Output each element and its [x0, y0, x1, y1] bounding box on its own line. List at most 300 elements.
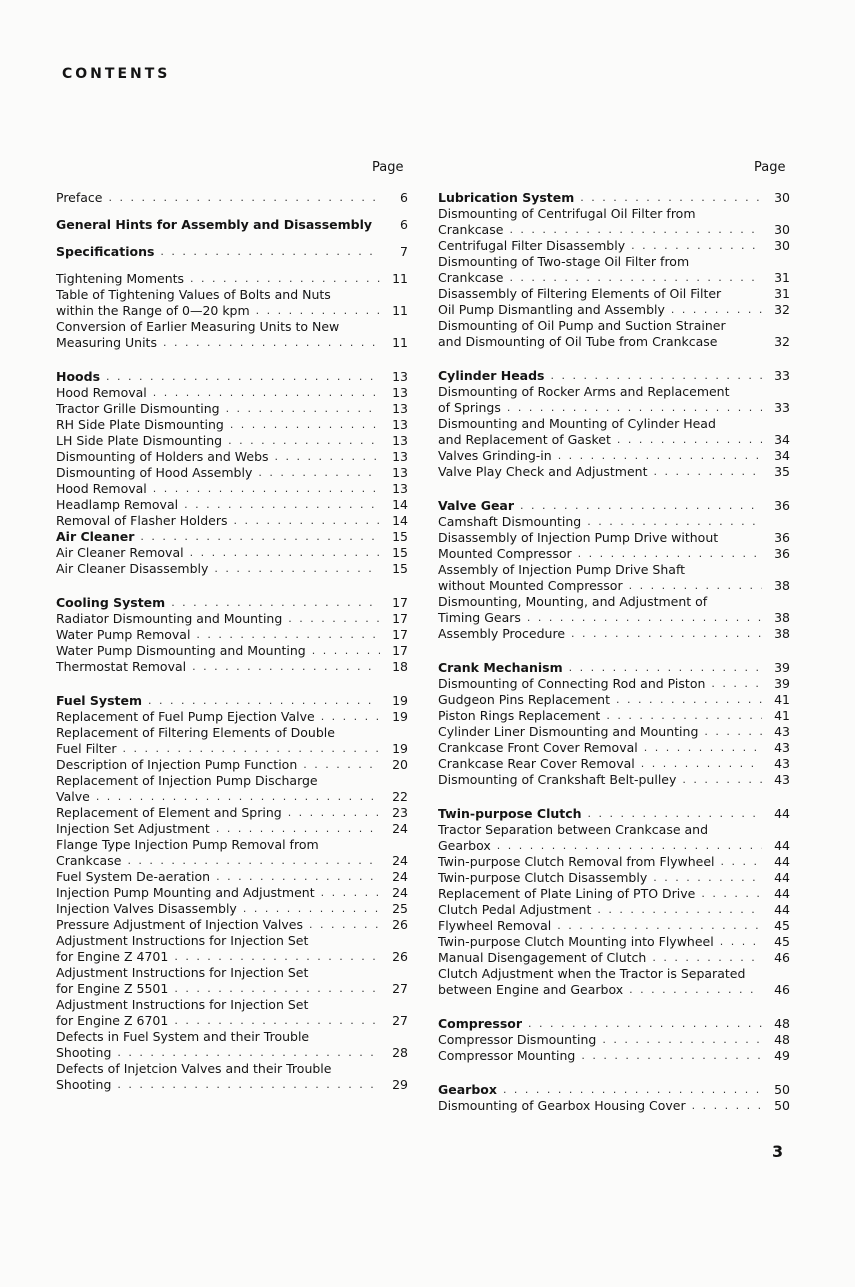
toc-entry — [438, 318, 790, 334]
toc-entry — [438, 982, 790, 998]
toc-entry — [438, 254, 790, 270]
toc-entry-title: Gearbox — [438, 1082, 497, 1097]
toc-entry-page: 49 — [774, 1048, 790, 1063]
toc-entry — [56, 1013, 408, 1029]
toc-entry-page: 39 — [774, 660, 790, 675]
toc-entry-title: Compressor — [438, 1016, 523, 1031]
toc-entry-title: Hoods — [56, 369, 101, 384]
toc-entry-page: 38 — [774, 578, 790, 593]
toc-entry — [438, 1032, 790, 1048]
toc-entry-title: Air Cleaner Removal — [56, 545, 184, 560]
toc-entry-title: Dismounting of Gearbox Housing Cover — [438, 1098, 686, 1113]
toc-entry — [56, 853, 408, 869]
toc-entry-title: Radiator Dismounting and Mounting — [56, 611, 283, 626]
toc-entry — [56, 643, 408, 659]
toc-entry-title: Defects in Fuel System and their Trouble — [56, 1029, 310, 1044]
toc-entry-page: 44 — [774, 806, 790, 821]
dot-leader — [234, 513, 380, 529]
toc-entry — [56, 545, 408, 561]
toc-entry — [438, 626, 790, 642]
toc-entry-page: 48 — [774, 1016, 790, 1031]
dot-leader — [312, 643, 380, 659]
toc-entry-title: Injection Pump Mounting and Adjustment — [56, 885, 315, 900]
toc-entry — [56, 869, 408, 885]
toc-entry-page: 48 — [774, 1032, 790, 1047]
toc-entry — [56, 725, 408, 741]
toc-entry — [56, 627, 408, 643]
toc-entry-title: and Replacement of Gasket — [438, 432, 611, 447]
dot-leader — [581, 1048, 762, 1064]
toc-entry-page: 13 — [392, 481, 408, 496]
toc-entry — [56, 513, 408, 529]
toc-entry — [438, 400, 790, 416]
toc-entry — [438, 416, 790, 432]
toc-entry-page: 27 — [392, 1013, 408, 1028]
toc-entry-page: 44 — [774, 886, 790, 901]
toc-entry-page: 24 — [392, 869, 408, 884]
toc-entry-title: Tightening Moments — [56, 271, 185, 286]
toc-entry-title: Dismounting of Hood Assembly — [56, 465, 253, 480]
toc-entry — [438, 676, 790, 692]
toc-entry-page: 30 — [774, 238, 790, 253]
toc-entry — [438, 854, 790, 870]
page-column-label-right: Page — [754, 160, 786, 175]
toc-entry — [56, 465, 408, 481]
toc-entry — [438, 334, 790, 350]
dot-leader — [106, 369, 380, 385]
toc-entry-page: 39 — [774, 676, 790, 691]
dot-leader — [597, 902, 762, 918]
dot-leader — [196, 627, 380, 643]
toc-entry-page: 32 — [774, 334, 790, 349]
toc-entry — [56, 885, 408, 901]
toc-entry-page: 41 — [774, 692, 790, 707]
toc-entry-page: 41 — [774, 708, 790, 723]
dot-leader — [587, 514, 762, 530]
dot-leader — [631, 238, 762, 254]
toc-entry-page: 24 — [392, 885, 408, 900]
dot-leader — [671, 302, 762, 318]
toc-entry-page: 15 — [392, 545, 408, 560]
toc-entry — [438, 902, 790, 918]
toc-entry-title: Air Cleaner Disassembly — [56, 561, 209, 576]
toc-entry-title: Compressor Dismounting — [438, 1032, 597, 1047]
toc-entry-title: Pressure Adjustment of Injection Valves — [56, 917, 303, 932]
toc-entry-page: 23 — [392, 805, 408, 820]
toc-section-heading — [56, 217, 408, 233]
toc-entry-title: Disassembly of Injection Pump Drive without — [438, 530, 719, 545]
toc-entry-page: 7 — [400, 244, 408, 259]
toc-entry-title: Twin-purpose Clutch Mounting into Flywheel — [438, 934, 714, 949]
toc-entry-page: 6 — [400, 190, 408, 205]
toc-entry-page: 19 — [392, 741, 408, 756]
toc-entry-title: Headlamp Removal — [56, 497, 179, 512]
toc-entry-page: 19 — [392, 693, 408, 708]
toc-entry-page: 14 — [392, 497, 408, 512]
toc-entry-page: 13 — [392, 369, 408, 384]
dot-leader — [216, 821, 380, 837]
toc-entry-title: Clutch Adjustment when the Tractor is Separated — [438, 966, 746, 981]
toc-entry-title: Oil Pump Dismantling and Assembly — [438, 302, 665, 317]
toc-section-heading — [56, 595, 408, 611]
dot-leader — [184, 497, 380, 513]
dot-leader — [275, 449, 380, 465]
toc-entry-title: Defects of Injetcion Valves and their Trouble — [56, 1061, 332, 1076]
toc-section-heading — [56, 529, 408, 545]
dot-leader — [117, 1045, 380, 1061]
dot-leader — [226, 401, 380, 417]
toc-entry-title: Cooling System — [56, 595, 166, 610]
toc-entry — [438, 966, 790, 982]
toc-entry-title: Dismounting of Two-stage Oil Filter from — [438, 254, 690, 269]
toc-section-heading — [438, 368, 790, 384]
toc-entry — [56, 287, 408, 303]
toc-section-heading — [438, 660, 790, 676]
dot-leader — [174, 981, 380, 997]
toc-entry-page: 15 — [392, 529, 408, 544]
toc-entry-page: 33 — [774, 368, 790, 383]
contents-heading: CONTENTS — [62, 66, 171, 82]
toc-entry-title: Preface — [56, 190, 103, 205]
toc-entry-title: within the Range of 0—20 kpm — [56, 303, 250, 318]
toc-entry-title: Flywheel Removal — [438, 918, 552, 933]
dot-leader — [192, 659, 380, 675]
toc-entry — [56, 981, 408, 997]
dot-leader — [588, 806, 762, 822]
toc-entry-title: Crankcase Front Cover Removal — [438, 740, 638, 755]
dot-leader — [174, 1013, 380, 1029]
toc-entry — [438, 514, 790, 530]
toc-entry-page: 50 — [774, 1082, 790, 1097]
dot-leader — [520, 498, 762, 514]
toc-entry-title: Measuring Units — [56, 335, 157, 350]
toc-entry-title: Camshaft Dismounting — [438, 514, 582, 529]
dot-leader — [160, 244, 380, 260]
page-column-label-left: Page — [372, 160, 404, 175]
toc-entry-title: Gearbox — [438, 838, 491, 853]
toc-entry — [438, 724, 790, 740]
dot-leader — [509, 222, 762, 238]
toc-entry-page: 18 — [392, 659, 408, 674]
toc-entry-page: 44 — [774, 902, 790, 917]
toc-entry-page: 45 — [774, 934, 790, 949]
toc-entry-title: for Engine Z 5501 — [56, 981, 169, 996]
toc-entry — [438, 464, 790, 480]
toc-entry-page: 22 — [392, 789, 408, 804]
dot-leader — [303, 757, 380, 773]
dot-leader — [569, 660, 762, 676]
dot-leader — [321, 885, 380, 901]
toc-entry — [56, 741, 408, 757]
dot-leader — [720, 934, 762, 950]
toc-entry — [438, 610, 790, 626]
toc-entry-page: 33 — [774, 400, 790, 415]
toc-entry — [56, 335, 408, 351]
toc-entry-page: 27 — [392, 981, 408, 996]
toc-entry-title: LH Side Plate Dismounting — [56, 433, 223, 448]
dot-leader — [288, 805, 380, 821]
toc-entry-title: Valves Grinding-in — [438, 448, 552, 463]
toc-entry — [438, 238, 790, 254]
dot-leader — [171, 595, 380, 611]
toc-entry-title: between Engine and Gearbox — [438, 982, 624, 997]
toc-entry-title: Fuel Filter — [56, 741, 117, 756]
toc-entry-title: Dismounting of Connecting Rod and Piston — [438, 676, 706, 691]
dot-leader — [682, 772, 762, 788]
dot-leader — [653, 870, 762, 886]
toc-entry-page: 38 — [774, 626, 790, 641]
dot-leader — [551, 368, 763, 384]
toc-entry-page: 36 — [774, 498, 790, 513]
toc-entry — [438, 302, 790, 318]
toc-entry-title: Water Pump Removal — [56, 627, 191, 642]
toc-entry — [56, 837, 408, 853]
toc-entry — [56, 917, 408, 933]
toc-entry-page: 44 — [774, 838, 790, 853]
toc-left-column — [56, 190, 408, 1093]
toc-entry-title: Adjustment Instructions for Injection Set — [56, 933, 309, 948]
toc-entry — [438, 950, 790, 966]
toc-entry-title: Flange Type Injection Pump Removal from — [56, 837, 319, 852]
dot-leader — [117, 1077, 380, 1093]
dot-leader — [692, 1098, 762, 1114]
toc-entry-page: 45 — [774, 918, 790, 933]
toc-entry — [438, 1098, 790, 1114]
dot-leader — [606, 708, 762, 724]
toc-entry-title: Table of Tightening Values of Bolts and Nuts — [56, 287, 331, 302]
toc-entry — [56, 805, 408, 821]
toc-entry-title: Hood Removal — [56, 481, 147, 496]
toc-entry-page: 17 — [392, 595, 408, 610]
dot-leader — [704, 724, 762, 740]
toc-entry — [438, 740, 790, 756]
toc-entry — [56, 659, 408, 675]
dot-leader — [258, 465, 380, 481]
toc-entry-title: Clutch Pedal Adjustment — [438, 902, 592, 917]
toc-entry-page: 13 — [392, 433, 408, 448]
toc-entry-title: Dismounting of Centrifugal Oil Filter from — [438, 206, 696, 221]
toc-entry — [56, 901, 408, 917]
dot-leader — [578, 546, 762, 562]
toc-entry-title: Twin-purpose Clutch Removal from Flywheel — [438, 854, 715, 869]
dot-leader — [321, 709, 380, 725]
dot-leader — [527, 610, 762, 626]
dot-leader — [507, 400, 762, 416]
dot-leader — [190, 545, 380, 561]
toc-entry — [56, 433, 408, 449]
dot-leader — [228, 433, 380, 449]
toc-entry-title: Hood Removal — [56, 385, 147, 400]
toc-entry-page: 36 — [774, 546, 790, 561]
toc-entry-page: 11 — [392, 303, 408, 318]
dot-leader — [174, 949, 380, 965]
toc-entry-title: without Mounted Compressor — [438, 578, 623, 593]
toc-entry — [56, 1061, 408, 1077]
toc-entry — [56, 319, 408, 335]
dot-leader — [711, 676, 762, 692]
toc-entry-page: 31 — [774, 286, 790, 301]
toc-entry-page: 43 — [774, 772, 790, 787]
dot-leader — [644, 740, 762, 756]
toc-entry-title: Dismounting of Holders and Webs — [56, 449, 269, 464]
toc-entry — [438, 286, 790, 302]
toc-entry-title: Dismounting of Rocker Arms and Replacement — [438, 384, 730, 399]
toc-entry — [56, 481, 408, 497]
toc-entry-title: Crankcase Rear Cover Removal — [438, 756, 635, 771]
dot-leader — [163, 335, 380, 351]
toc-entry-title: RH Side Plate Dismounting — [56, 417, 224, 432]
dot-leader — [654, 464, 763, 480]
toc-entry-page: 30 — [774, 190, 790, 205]
dot-leader — [652, 950, 762, 966]
toc-entry-title: Thermostat Removal — [56, 659, 187, 674]
dot-leader — [701, 886, 762, 902]
toc-entry-title: Twin-purpose Clutch Disassembly — [438, 870, 648, 885]
toc-entry — [56, 561, 408, 577]
toc-entry-page: 31 — [774, 270, 790, 285]
toc-entry — [438, 708, 790, 724]
toc-entry-title: Air Cleaner — [56, 529, 135, 544]
toc-entry — [438, 692, 790, 708]
dot-leader — [629, 982, 762, 998]
toc-entry-page: 13 — [392, 465, 408, 480]
toc-entry-title: Manual Disengagement of Clutch — [438, 950, 647, 965]
toc-entry — [56, 401, 408, 417]
toc-entry — [438, 206, 790, 222]
toc-entry — [438, 756, 790, 772]
toc-entry-title: Mounted Compressor — [438, 546, 572, 561]
toc-entry-title: Tractor Separation between Crankcase and — [438, 822, 709, 837]
toc-entry — [56, 303, 408, 319]
dot-leader — [503, 1082, 762, 1098]
toc-entry-title: Tractor Grille Dismounting — [56, 401, 220, 416]
toc-section-heading — [438, 498, 790, 514]
toc-entry-page: 26 — [392, 949, 408, 964]
toc-entry-page: 25 — [392, 901, 408, 916]
toc-entry — [56, 789, 408, 805]
dot-leader — [123, 741, 380, 757]
toc-entry-title: Dismounting and Mounting of Cylinder Head — [438, 416, 716, 431]
toc-entry-page: 30 — [774, 222, 790, 237]
toc-entry — [56, 1077, 408, 1093]
toc-entry-title: Dismounting of Crankshaft Belt-pulley — [438, 772, 677, 787]
toc-entry-title: Twin-purpose Clutch — [438, 806, 582, 821]
toc-entry-page: 11 — [392, 271, 408, 286]
toc-entry — [56, 1029, 408, 1045]
toc-entry-page: 36 — [774, 530, 790, 545]
toc-entry-title: Crankcase — [438, 270, 504, 285]
toc-entry-page: 13 — [392, 385, 408, 400]
toc-entry — [438, 918, 790, 934]
dot-leader — [580, 190, 762, 206]
toc-section-heading — [56, 244, 408, 260]
toc-entry-page: 19 — [392, 709, 408, 724]
toc-entry — [56, 417, 408, 433]
dot-leader — [558, 448, 762, 464]
toc-entry-page: 11 — [392, 335, 408, 350]
toc-entry-page: 28 — [392, 1045, 408, 1060]
toc-entry-title: Compressor Mounting — [438, 1048, 576, 1063]
dot-leader — [153, 481, 380, 497]
toc-entry — [438, 432, 790, 448]
dot-leader — [127, 853, 380, 869]
toc-entry-title: Disassembly of Filtering Elements of Oil Filter — [438, 286, 722, 301]
toc-entry-title: of Springs — [438, 400, 501, 415]
toc-entry — [56, 773, 408, 789]
toc-entry-page: 20 — [392, 757, 408, 772]
dot-leader — [214, 561, 380, 577]
toc-entry-page: 38 — [774, 610, 790, 625]
toc-entry — [438, 384, 790, 400]
toc-entry-page: 13 — [392, 417, 408, 432]
toc-entry-title: Dismounting of Oil Pump and Suction Strainer — [438, 318, 726, 333]
toc-entry-page: 26 — [392, 917, 408, 932]
toc-entry-title: Replacement of Plate Lining of PTO Drive — [438, 886, 696, 901]
dot-leader — [288, 611, 380, 627]
toc-entry — [56, 611, 408, 627]
toc-entry — [56, 709, 408, 725]
toc-entry-title: Crank Mechanism — [438, 660, 563, 675]
toc-entry-page: 13 — [392, 449, 408, 464]
toc-entry-title: Replacement of Filtering Elements of Double — [56, 725, 335, 740]
toc-entry — [438, 772, 790, 788]
toc-entry-title: and Dismounting of Oil Tube from Crankcase — [438, 334, 718, 349]
dot-leader — [140, 529, 380, 545]
toc-entry — [438, 870, 790, 886]
toc-entry — [56, 271, 408, 287]
toc-entry-title: Description of Injection Pump Function — [56, 757, 298, 772]
dot-leader — [256, 303, 380, 319]
toc-entry — [438, 562, 790, 578]
toc-entry — [438, 546, 790, 562]
toc-entry-title: Assembly Procedure — [438, 626, 566, 641]
toc-entry-title: Crankcase — [56, 853, 122, 868]
toc-entry — [56, 1045, 408, 1061]
toc-entry-title: Centrifugal Filter Disassembly — [438, 238, 626, 253]
toc-entry-title: for Engine Z 4701 — [56, 949, 169, 964]
toc-entry-title: Replacement of Injection Pump Discharge — [56, 773, 318, 788]
dot-leader — [153, 385, 380, 401]
toc-entry-title: General Hints for Assembly and Disassembly — [56, 217, 373, 232]
toc-entry-title: Valve Play Check and Adjustment — [438, 464, 648, 479]
toc-section-heading — [438, 190, 790, 206]
toc-section-heading — [438, 1082, 790, 1098]
dot-leader — [230, 417, 380, 433]
dot-leader — [109, 190, 381, 206]
toc-entry — [56, 949, 408, 965]
toc-entry-page: 34 — [774, 448, 790, 463]
toc-entry-title: Adjustment Instructions for Injection Set — [56, 997, 309, 1012]
toc-entry-page: 29 — [392, 1077, 408, 1092]
toc-entry-title: Conversion of Earlier Measuring Units to New — [56, 319, 340, 334]
toc-entry-page: 17 — [392, 611, 408, 626]
toc-entry-title: Water Pump Dismounting and Mounting — [56, 643, 306, 658]
toc-entry — [438, 448, 790, 464]
toc-entry-page: 13 — [392, 401, 408, 416]
toc-right-column — [438, 190, 790, 1114]
dot-leader — [96, 789, 380, 805]
toc-entry-page: 14 — [392, 513, 408, 528]
dot-leader — [528, 1016, 762, 1032]
toc-section-heading — [438, 806, 790, 822]
toc-entry-page: 24 — [392, 821, 408, 836]
toc-entry-title: Fuel System De-aeration — [56, 869, 211, 884]
toc-entry-title: Valve — [56, 789, 90, 804]
toc-entry — [56, 385, 408, 401]
toc-entry-title: Cylinder Heads — [438, 368, 545, 383]
toc-entry-page: 46 — [774, 982, 790, 997]
toc-entry-title: Fuel System — [56, 693, 142, 708]
